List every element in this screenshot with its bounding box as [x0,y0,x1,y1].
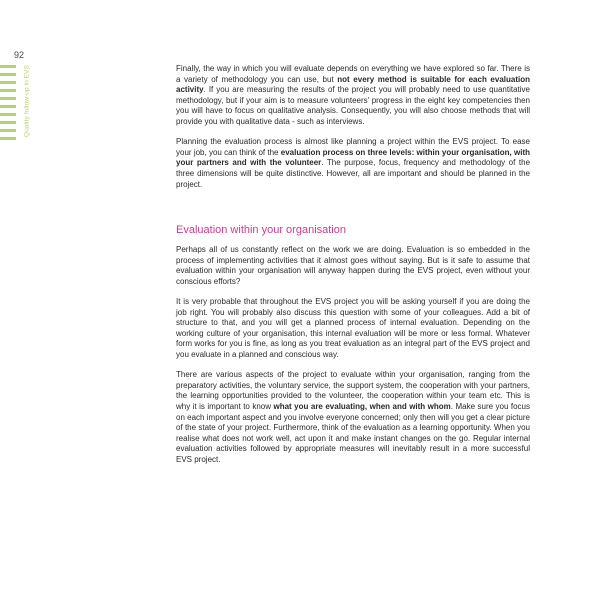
side-stripe [0,97,16,100]
body-paragraph [176,64,530,128]
side-stripe [0,73,16,76]
section-heading: Evaluation within your organisation [176,224,346,237]
paragraph-text: . Make sure you focus on each important aspect and you involve everyone concerned; only then will you get a clear picture of the state of your project. Furthermore, think of the evaluation as a learning opportunity. When you realise what does not work well, act upon it and make instant changes on the go. Regular internal evaluation activities followed by appropriate measures will inevitably result in a more successful EVS project. [176,402,531,464]
body-paragraph [176,245,530,287]
emphasis-text: not every method is suitable for each evaluation activity [176,74,530,95]
body-paragraph [176,297,530,361]
emphasis-text: what you are evaluating, when and with whom [273,402,451,412]
paragraph-text: . If you are measuring the results of the project you will probably need to use quantitative methodology, but if your aim is to measure volunteers' progress in the eight key competencies then you will have to focus on qualitative analysis. Consequently, you will also choose methods that will provide you with qualitative data - such as interviews. [176,85,530,126]
side-stripe [0,121,16,124]
side-stripe [0,113,16,116]
side-stripe [0,137,16,140]
side-stripe [0,65,16,68]
body-paragraph [176,137,530,190]
emphasis-text: evaluation process on three levels: within your organisation, with your partners and with the volunteer [176,147,530,168]
paragraph-text: It is very probable that throughout the EVS project you will be asking yourself if you are doing the job right. You will probably also discuss this question with some of your colleagues. Add a bit of structure to that, and you will get a planned process of internal evaluation. Depending on the working culture of your organisation, this internal evaluation will be more or less formal. Whatever form works for you is fine, as long as you treat evaluation as an integral part of the EVS project and you evaluate in a planned and conscious way. [176,297,530,360]
side-tab-stripes [0,65,16,143]
paragraph-text: Planning the evaluation process is almost like planning a project within the EVS project. To ease your job, you can think of the [176,137,530,157]
section-paragraphs [176,245,530,465]
paragraph-text: Finally, the way in which you will evaluate depends on everything we have explored so far. There is a variety of methodology you can use, but [176,64,530,84]
side-stripe [0,81,16,84]
side-stripe [0,129,16,132]
chapter-side-label: Quality follow-up in EVS [23,64,31,138]
paragraph-text: Perhaps all of us constantly reflect on the work we are doing. Evaluation is so embedded in the process of implementing activities that it almost goes without saying. But is it safe to assume that evaluation within your organisation will anyway happen during the EVS project, even without your conscious efforts? [176,245,530,286]
body-paragraph [176,370,530,465]
paragraph-text: . The purpose, focus, frequency and methodology of the three dimensions will be quite distinctive. However, all are important and should be planned in the project. [176,158,531,189]
intro-paragraphs [176,64,530,190]
side-stripe [0,89,16,92]
paragraph-text: There are various aspects of the project to evaluate within your organisation, ranging from the preparatory activities, the voluntary service, the support system, the cooperation with your partners, the learning opportunities provided to the volunteer, the cooperation within your team etc. This is why it is important to know [176,370,530,412]
page-content [176,64,530,475]
page-number: 92 [14,50,25,60]
side-stripe [0,105,16,108]
